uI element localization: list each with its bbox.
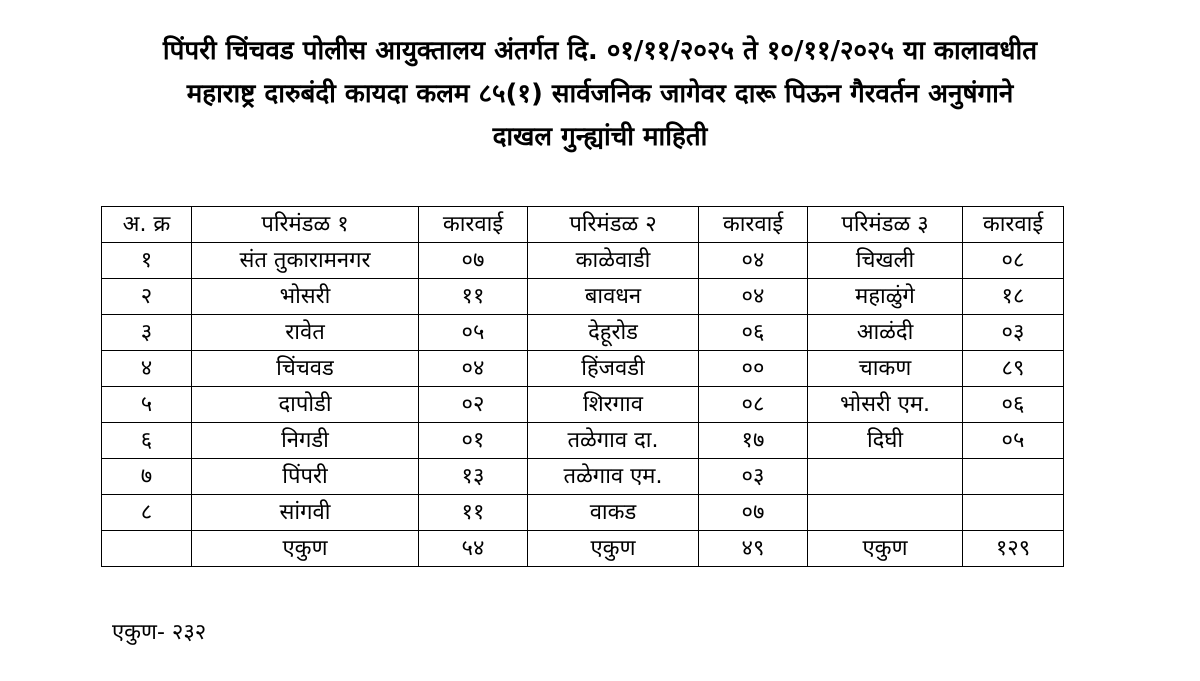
- cell-zone-1-count: ०४: [419, 351, 528, 387]
- cell-zone-3-station: दिघी: [808, 423, 963, 459]
- cell-zone-2-station: तळेगाव दा.: [528, 423, 699, 459]
- cell-zone-3-count: १८: [963, 279, 1064, 315]
- header-action-3: कारवाई: [963, 207, 1064, 243]
- cell-zone-3-count: ०५: [963, 423, 1064, 459]
- header-serial-no: अ. क्र: [102, 207, 192, 243]
- cell-zone-2-station: वाकड: [528, 495, 699, 531]
- cell-serial-no: १: [102, 243, 192, 279]
- table-row: [102, 423, 1064, 459]
- title-line-3: दाखल गुन्ह्यांची माहिती: [492, 122, 708, 152]
- cell-zone-1-count: १३: [419, 459, 528, 495]
- cell-zone-2-count: ०४: [699, 243, 808, 279]
- cell-zone-3-count: [963, 495, 1064, 531]
- cell-zone-3-count: ०३: [963, 315, 1064, 351]
- cell-zone-1-station: रावेत: [192, 315, 419, 351]
- title-line-2: महाराष्ट्र दारुबंदी कायदा कलम ८५(१) सार्वजनिक जागेवर दारू पिऊन गैरवर्तन अनुषंगाने: [186, 79, 1014, 109]
- table-total-row: [102, 531, 1064, 567]
- cell-zone-1-count: ११: [419, 495, 528, 531]
- cell-zone-3-count: ०८: [963, 243, 1064, 279]
- cell-zone-1-station: चिंचवड: [192, 351, 419, 387]
- title-line-1: पिंपरी चिंचवड पोलीस आयुक्तालय अंतर्गत दि. ०१/११/२०२५ ते १०/११/२०२५ या कालावधीत: [162, 36, 1038, 66]
- cell-zone-2-count: ०६: [699, 315, 808, 351]
- cell-zone-1-count: ०२: [419, 387, 528, 423]
- cell-zone-2-count: ०७: [699, 495, 808, 531]
- cell-serial-no: २: [102, 279, 192, 315]
- cell-zone-3-station: चिखली: [808, 243, 963, 279]
- cell-zone-2-total-label: एकुण: [528, 531, 699, 567]
- cell-serial-no: ७: [102, 459, 192, 495]
- cell-zone-2-count: ०३: [699, 459, 808, 495]
- cell-zone-3-station: चाकण: [808, 351, 963, 387]
- cell-zone-1-station: भोसरी: [192, 279, 419, 315]
- cell-zone-1-station: संत तुकारामनगर: [192, 243, 419, 279]
- cell-zone-2-station: तळेगाव एम.: [528, 459, 699, 495]
- cell-serial-no: ६: [102, 423, 192, 459]
- cell-zone-3-station: महाळुंगे: [808, 279, 963, 315]
- cell-zone-3-total: १२९: [963, 531, 1064, 567]
- cell-serial-no: ५: [102, 387, 192, 423]
- cell-zone-2-station: हिंजवडी: [528, 351, 699, 387]
- cell-zone-2-count: १७: [699, 423, 808, 459]
- header-action-1: कारवाई: [419, 207, 528, 243]
- cell-zone-2-station: काळेवाडी: [528, 243, 699, 279]
- cell-serial-no: [102, 531, 192, 567]
- document-title: [0, 30, 1200, 159]
- cell-serial-no: ३: [102, 315, 192, 351]
- header-action-2: कारवाई: [699, 207, 808, 243]
- table-row: [102, 495, 1064, 531]
- cell-zone-2-total: ४९: [699, 531, 808, 567]
- cell-zone-2-station: शिरगाव: [528, 387, 699, 423]
- cell-zone-3-count: [963, 459, 1064, 495]
- cell-zone-3-station: [808, 495, 963, 531]
- cell-zone-1-station: दापोडी: [192, 387, 419, 423]
- cases-table: [101, 206, 1064, 567]
- cell-zone-3-station: आळंदी: [808, 315, 963, 351]
- table-row: [102, 387, 1064, 423]
- cell-zone-2-station: देहूरोड: [528, 315, 699, 351]
- cell-zone-2-station: बावधन: [528, 279, 699, 315]
- table-row: [102, 459, 1064, 495]
- cell-zone-2-count: ०४: [699, 279, 808, 315]
- cell-zone-3-station: भोसरी एम.: [808, 387, 963, 423]
- table-row: [102, 315, 1064, 351]
- cell-zone-2-count: ०८: [699, 387, 808, 423]
- cell-zone-3-count: ८९: [963, 351, 1064, 387]
- cell-zone-1-station: पिंपरी: [192, 459, 419, 495]
- cell-serial-no: ८: [102, 495, 192, 531]
- cell-zone-2-count: ००: [699, 351, 808, 387]
- cell-zone-1-station: सांगवी: [192, 495, 419, 531]
- header-zone-3: परिमंडळ ३: [808, 207, 963, 243]
- cell-zone-1-total: ५४: [419, 531, 528, 567]
- grand-total: एकुण- २३२: [112, 620, 207, 645]
- cell-zone-1-station: निगडी: [192, 423, 419, 459]
- table-header-row: [102, 207, 1064, 243]
- cell-zone-1-count: ११: [419, 279, 528, 315]
- table-row: [102, 243, 1064, 279]
- cell-zone-3-total-label: एकुण: [808, 531, 963, 567]
- cell-zone-1-count: ०७: [419, 243, 528, 279]
- cell-zone-3-count: ०६: [963, 387, 1064, 423]
- header-zone-2: परिमंडळ २: [528, 207, 699, 243]
- cell-zone-3-station: [808, 459, 963, 495]
- table-row: [102, 279, 1064, 315]
- cell-zone-1-count: ०५: [419, 315, 528, 351]
- header-zone-1: परिमंडळ १: [192, 207, 419, 243]
- cell-zone-1-total-label: एकुण: [192, 531, 419, 567]
- cell-zone-1-count: ०१: [419, 423, 528, 459]
- table-row: [102, 351, 1064, 387]
- cell-serial-no: ४: [102, 351, 192, 387]
